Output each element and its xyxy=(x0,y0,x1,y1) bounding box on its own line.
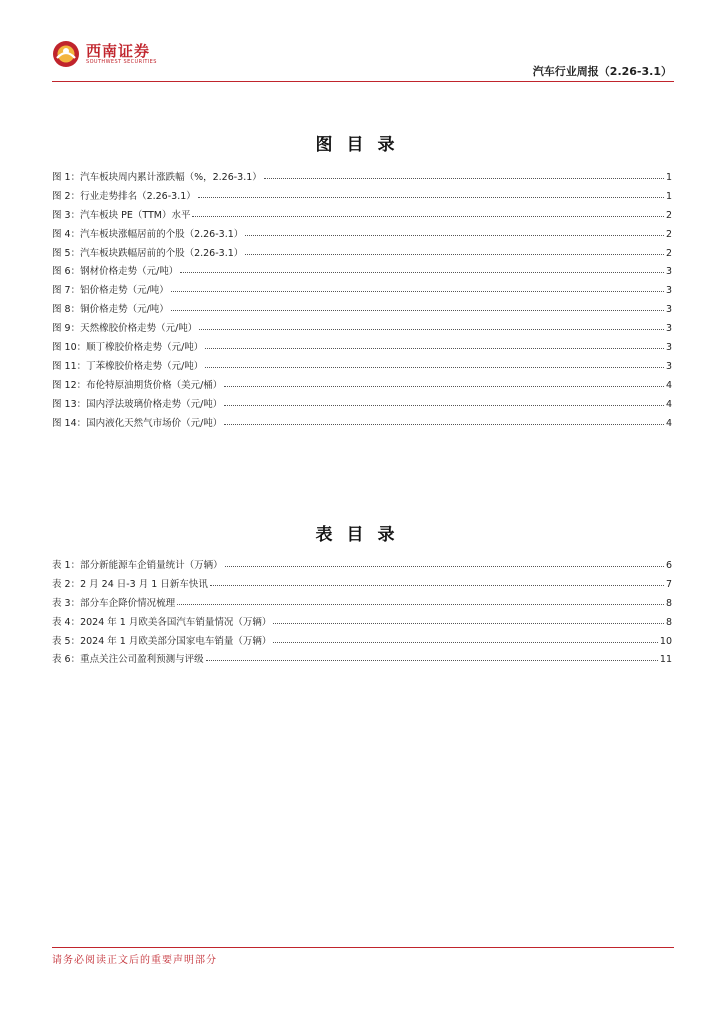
toc-entry-page: 10 xyxy=(659,635,672,647)
toc-dot-leader xyxy=(224,378,664,387)
toc-entry[interactable] xyxy=(52,633,672,652)
toc-entry-page: 3 xyxy=(665,285,672,297)
toc-dot-leader xyxy=(198,189,664,198)
toc-entry-page: 8 xyxy=(665,597,672,609)
toc-entry-label: 图 8：铜价格走势（元/吨） xyxy=(52,304,169,316)
toc-entry-page: 2 xyxy=(665,228,672,240)
toc-entry[interactable] xyxy=(52,226,672,245)
toc-entry-page: 11 xyxy=(659,654,672,666)
toc-entry-page: 3 xyxy=(665,342,672,354)
toc-dot-leader xyxy=(273,634,658,643)
toc-entry-label: 图 14：国内液化天然气市场价（元/吨） xyxy=(52,417,223,429)
company-logo xyxy=(52,40,157,68)
toc-entry-label: 表 1：部分新能源车企销量统计（万辆） xyxy=(52,560,223,571)
toc-dot-leader xyxy=(264,170,664,179)
toc-entry-page: 3 xyxy=(665,323,672,335)
toc-dot-leader xyxy=(171,283,664,292)
toc-entry-label: 表 5：2024 年 1 月欧美部分国家电车销量（万辆） xyxy=(52,635,272,647)
logo-icon xyxy=(52,40,80,68)
toc-entry[interactable] xyxy=(52,188,672,207)
toc-entry[interactable] xyxy=(52,207,672,226)
toc-dot-leader xyxy=(205,359,664,368)
figures-list xyxy=(52,169,672,433)
toc-entry-label: 图 4：汽车板块涨幅居前的个股（2.26-3.1） xyxy=(52,228,244,240)
logo-english-name: SOUTHWEST SECURITIES xyxy=(86,58,157,65)
toc-entry-page: 2 xyxy=(665,247,672,259)
toc-entry-label: 图 11：丁苯橡胶价格走势（元/吨） xyxy=(52,360,204,372)
toc-entry-label: 图 2：行业走势排名（2.26-3.1） xyxy=(52,190,196,202)
toc-entry[interactable] xyxy=(52,358,672,377)
toc-entry[interactable] xyxy=(52,263,672,282)
toc-entry-label: 表 4：2024 年 1 月欧美各国汽车销量情况（万辆） xyxy=(52,616,272,628)
toc-entry-page: 2 xyxy=(665,209,672,221)
toc-dot-leader xyxy=(245,246,664,255)
header-divider xyxy=(52,81,674,82)
tables-list xyxy=(52,557,672,670)
toc-entry-label: 图 6：钢材价格走势（元/吨） xyxy=(52,266,179,278)
toc-dot-leader xyxy=(177,596,664,605)
footer-divider xyxy=(52,947,674,948)
toc-entry-label: 图 5：汽车板块跌幅居前的个股（2.26-3.1） xyxy=(52,247,244,259)
toc-entry-page: 3 xyxy=(665,266,672,278)
toc-entry[interactable] xyxy=(52,614,672,633)
toc-dot-leader xyxy=(273,615,664,624)
toc-entry[interactable] xyxy=(52,557,672,576)
toc-entry-label: 图 10：顺丁橡胶价格走势（元/吨） xyxy=(52,342,204,354)
toc-dot-leader xyxy=(210,577,664,586)
toc-entry-label: 表 2：2 月 24 日-3 月 1 日新车快讯 xyxy=(52,578,208,590)
toc-dot-leader xyxy=(245,227,664,236)
toc-entry-label: 表 3：部分车企降价情况梳理 xyxy=(52,597,176,609)
toc-entry[interactable] xyxy=(52,282,672,301)
toc-entry-page: 4 xyxy=(665,417,672,429)
toc-entry[interactable] xyxy=(52,595,672,614)
toc-entry-page: 8 xyxy=(665,616,672,628)
toc-entry[interactable] xyxy=(52,576,672,595)
toc-entry-page: 7 xyxy=(665,578,672,590)
toc-entry[interactable] xyxy=(52,245,672,264)
toc-entry[interactable] xyxy=(52,320,672,339)
toc-dot-leader xyxy=(225,558,664,567)
toc-entry[interactable] xyxy=(52,377,672,396)
toc-entry-label: 图 12：布伦特原油期货价格（美元/桶） xyxy=(52,379,223,391)
toc-entry[interactable] xyxy=(52,339,672,358)
toc-entry-page: 1 xyxy=(665,190,672,202)
toc-entry-page: 1 xyxy=(665,172,672,183)
toc-entry-page: 4 xyxy=(665,398,672,410)
toc-entry[interactable] xyxy=(52,651,672,670)
toc-dot-leader xyxy=(192,208,664,217)
footer-notice: 请务必阅读正文后的重要声明部分 xyxy=(52,955,217,966)
toc-entry-page: 6 xyxy=(665,560,672,571)
toc-entry-label: 图 7：铝价格走势（元/吨） xyxy=(52,285,169,297)
toc-entry-label: 图 1：汽车板块周内累计涨跌幅（%，2.26-3.1） xyxy=(52,172,262,183)
toc-entry[interactable] xyxy=(52,169,672,188)
toc-entry-label: 图 13：国内浮法玻璃价格走势（元/吨） xyxy=(52,398,223,410)
toc-dot-leader xyxy=(224,416,664,425)
toc-entry[interactable] xyxy=(52,415,672,434)
toc-dot-leader xyxy=(180,264,664,273)
toc-entry[interactable] xyxy=(52,301,672,320)
toc-entry[interactable] xyxy=(52,396,672,415)
logo-chinese-name: 西南证券 xyxy=(86,41,151,60)
toc-entry-label: 图 9：天然橡胶价格走势（元/吨） xyxy=(52,323,198,335)
tables-list-title: 表目录 xyxy=(315,525,409,545)
toc-entry-page: 4 xyxy=(665,379,672,391)
page-header xyxy=(52,40,672,82)
toc-dot-leader xyxy=(205,340,664,349)
toc-entry-label: 表 6：重点关注公司盈利预测与评级 xyxy=(52,654,204,666)
toc-entry-page: 3 xyxy=(665,360,672,372)
toc-dot-leader xyxy=(206,652,658,661)
toc-dot-leader xyxy=(171,302,664,311)
figures-list-title: 图目录 xyxy=(315,135,409,155)
toc-entry-page: 3 xyxy=(665,304,672,316)
toc-dot-leader xyxy=(199,321,664,330)
toc-entry-label: 图 3：汽车板块 PE（TTM）水平 xyxy=(52,209,191,221)
report-title: 汽车行业周报（2.26-3.1） xyxy=(532,65,672,78)
toc-dot-leader xyxy=(224,397,664,406)
